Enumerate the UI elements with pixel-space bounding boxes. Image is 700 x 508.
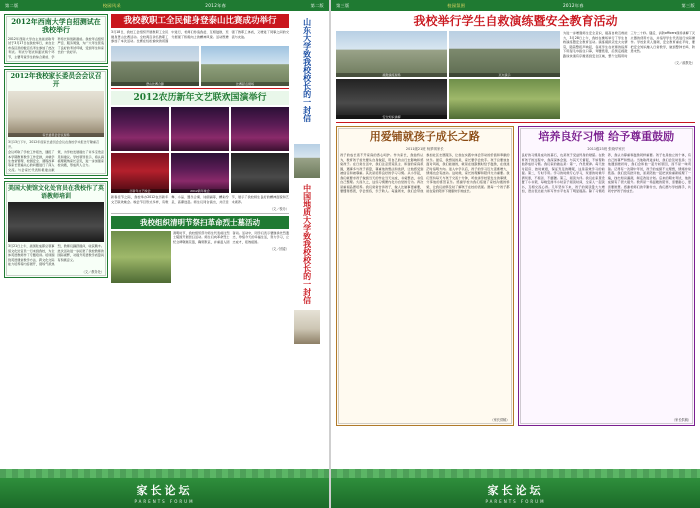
photo-gala-2 [171, 107, 229, 151]
photo-row-taishan [111, 46, 289, 86]
right-header-center: 校园氛围 [447, 2, 466, 8]
vertical-notice-geology: 中国地质大学致我校校长的一封信 [302, 184, 313, 304]
headline: 2012年我校家长委员会会议召开 [10, 72, 102, 89]
photo-drill-3 [336, 79, 447, 119]
left-page [0, 0, 331, 508]
article-good-habits-respect [518, 126, 695, 426]
article-home-school-committee [4, 69, 108, 176]
divider [4, 178, 108, 179]
divider [111, 88, 289, 89]
article-us-embassy-visit [4, 181, 108, 277]
article-dateline: 3月13日下午，2012年度家长委员会会议在我校学术报告厅隆重召开。 [8, 140, 100, 150]
headline: 2012农历新年文艺联欢国演举行 [111, 91, 289, 106]
divider [111, 213, 289, 214]
article-safety-drill [331, 11, 700, 119]
photo-caption: 疏散演练现场 [336, 73, 447, 77]
right-page [331, 0, 700, 508]
photo-row-gala-top [111, 107, 289, 151]
article-body: 会议听取了学校工作报告，通报了本学期教育教学工作安排，并就学生食堂管理、校园安全、课程改革等家长普遍关心的问题进行了深入交流。与会家长代表积极建言献策，为学校发展提出了许多宝贵意见和建议。学校领导表示，将认真梳理吸纳家长意见，进一步加强家校沟通，形成育人合力。 [8, 150, 104, 172]
divider [4, 66, 108, 67]
article-body: 孩子的成长离不开家庭的悉心呵护。作为家长，我始终认为，教育孩子首先要从自身做起，用自己的言行去影响和感染孩子。在日常生活中，我们注意营造民主、和谐的家庭氛围，遇事多与孩子商量，尊重他的想法和选择，让他感受到被信任和被尊重。其次是培养良好的学习习惯。从小学起，我们就要求孩子做到当天的作业当天完成，书桌整洁，书包自己整理。久而久之，这些习惯便内化为自觉的行为。再次是重视品德培养。我们常常告诉孩子，做人比做事更重要，要懂得感恩，学会宽容，乐于助人。每逢周末，我们会带他参加社区志愿服务，让他在实践中体会劳动的价值和奉献的快乐。最后，我想说的是，家长要学会放手。孩子总要独自面对风雨，我们能做的，就是在他跌倒时给予鼓励，在他迷茫时指明方向。进入中学以后，孩子的学习压力逐渐增大，情绪也会有波动。这时候，家长的理解和陪伴尤为重要。我们坚持每天与孩子交流十分钟，听他讲学校里发生的事情，分享他的喜怒哀乐。感谢学校为我们搭建了家校沟通的桥梁，让我们能够及时了解孩子在校的表现。愿每一个孩子都能在爱的陪伴下健康快乐地成长。 [340, 153, 510, 194]
headline: 培养良好习惯 给予尊重鼓励 [538, 130, 675, 144]
left-footer-masthead [0, 478, 329, 508]
article-signature: （文／校办） [269, 207, 289, 212]
photo-caption: 灭火演示 [449, 73, 560, 77]
left-column-2 [111, 14, 289, 476]
article-parenting-growth-road [336, 126, 513, 426]
photo-drill-2 [449, 31, 560, 77]
photo-drill-1 [336, 31, 447, 77]
article-body: 新春佳节之际，我校举办2012农历新年文艺联欢晚会。晚会节目形式多样，有歌舞、小品、器乐合奏、诗朗诵等，精彩纷呈，高潮迭起。师生们同台演出，共庆佳节，展示了我校师生良好的精神面貌和艺术素养。 [111, 195, 289, 204]
footer-title-en: PARENTS FORUM [485, 499, 546, 504]
left-vertical-strip-column [292, 14, 322, 476]
photo-caption: 家长委员会会议现场 [8, 133, 104, 137]
article-xinan-university [4, 14, 108, 64]
right-header-left: 第三版 [336, 2, 350, 8]
headline: 我校组织清明节祭扫革命烈士墓活动 [111, 216, 289, 229]
vertical-notice-shandong: 山东大学致我校校长的一封信 [302, 18, 313, 122]
article-signature: （文／教务处） [81, 269, 104, 274]
photo-drill-4 [449, 79, 560, 119]
photo-row-gala-bottom [111, 153, 289, 193]
left-column-1 [4, 14, 108, 476]
left-header-date: 2012年春 [205, 2, 227, 8]
photo-caption: 比赛起点现场 [201, 82, 289, 86]
right-header-pageno: 第三版 [681, 2, 695, 8]
photo-caption: 2012新年晚会 [171, 189, 229, 193]
article-body: 为进一步增强师生安全意识，提高自救互救能力，3月28日上午，我校在操场举行了学生自救演练暨安全教育活动。演练模拟突发火灾情景，随着警报声响起，各班学生在老师的指挥下用湿毛巾捂住口鼻，弯腰低姿，沿预定疏散路线快速有序撤离到安全区域，整个过程用时三分二十秒。随后，消防officers现场讲解了灭火器的使用方法，并指导学生代表进行实际操作。学校负责人强调，安全教育重在平时，要把安全知识融入日常教学，做到警钟长鸣、防患未然。 [563, 31, 695, 58]
article-signature: （家长供稿） [490, 418, 510, 423]
headline: 我校教职工全民健身登泰山比赛成功举行 [111, 14, 289, 28]
left-header-left: 第二版 [5, 2, 19, 8]
photo-row-drill-top [336, 31, 560, 77]
right-footer-masthead [331, 478, 700, 508]
divider [336, 122, 695, 123]
article-signature: （文／政教处） [672, 61, 695, 66]
article-qingming-tomb-sweeping [111, 216, 289, 283]
headline: 美国大使馆文化处官员在我校作了英语教师培训 [8, 185, 105, 200]
headline: 用爱铺就孩子成长之路 [369, 130, 480, 144]
photo-gala-1 [111, 107, 169, 151]
photo-caption: 历新年文艺晚会 [111, 189, 169, 193]
footer-title-cn: 家长论坛 [487, 484, 544, 497]
photo-row-drill-bottom [336, 79, 560, 119]
photo-tomb-sweeping [111, 231, 171, 283]
photo-gala-5 [171, 153, 229, 193]
right-footer-ornament [331, 469, 700, 478]
photo-english-training [8, 202, 104, 242]
photo-gala-6 [231, 153, 289, 193]
byline: 2011级23班 张晓华家长 [587, 147, 626, 152]
left-header-center: 校园风采 [102, 2, 121, 8]
footer-title-cn: 家长论坛 [136, 484, 193, 497]
right-page-header [331, 0, 700, 11]
article-new-year-gala [111, 91, 289, 212]
article-signature: （文／团委） [269, 247, 289, 252]
article-signature: （家长供稿） [671, 418, 691, 423]
parent-forum-features [331, 126, 700, 426]
article-body: 良好的习惯是成功的基石，也是孩子受益终身的财富。在教育孩子的过程中，我深深体会到，与其天天督促，不如帮助他养成好习惯。我们家的做法是：第一，作息规律。每天按时起床、按时就寝，保证充足的睡眠，这是高效学习的前提。第二，专时专用。学习的时候专心学习，玩耍的时候尽情玩耍，不拖沓、不磨蹭。第三，阅读为伴。我们在家里设置了小书架，每晚安排半小时亲子阅读时间，全家人一起读书，互相交流心得。几年坚持下来，孩子的阅读量大大增加，语言表达能力和写作水平也有了明显提高。除了习惯培养，我认为尊重和鼓励同样重要。孩子也是独立的个体，有自己的尊严和想法。当他取得进步时，我们会及时表扬；当他遇到挫折时，我们会和他一起分析原因，而不是一味责备。记得有一次期中考试，孩子的成绩不太理想，情绪非常低落。我们没有批评他，而是陪他一起把试卷重新梳理了一遍，找出知识漏洞，制定改进计划。后来的期末考试，他的成绩有了很大提升。教育是一场温暖的陪伴，需要耐心，更需要智慧。感谢老师们的辛勤付出，我们愿与学校携手，共同守护孩子的成长。 [521, 153, 691, 194]
photo-climb-start [201, 46, 289, 86]
photo-gala-3 [231, 107, 289, 151]
article-body: 2012年西南大学自主选拔录取考试于3月17日在我校举行，来自全市各区县的数百名考生参加了此次考试。考试分笔试和面试两个环节，主要考查学生的综合素质、学科特长和创新潜质。我校考点组织严密、服务周到，为广大考生营造了良好的考试环境，受到考生和家长的一致好评。 [8, 36, 104, 59]
headline: 我校举行学生自救演练暨安全教育活动 [413, 14, 618, 28]
article-body: 清明时节，我校组织部分师生代表前往烈士陵园开展祭扫活动。师生们向革命烈士纪念碑敬献花篮，鞠躬默哀，并重温入团誓词。活动中，同学们表示要继承先烈遗志，珍惜今天的幸福生活，努力学习，立志成才，报效祖国。 [173, 231, 289, 244]
photo-committee-meeting [8, 91, 104, 137]
article-body: 3月18日，我校工会组织开展教职工全民健身登山比赛活动。全校两百余名教职工参加了本次活动。比赛在轻松愉快的氛围中进行，老师们你追我赶、互相鼓励，充分展现了积极向上的精神风貌。活动既增强了教职工体质，又增进了同事之间的交流与友谊。 [111, 30, 289, 44]
photo-caption: 登山比赛合影 [111, 82, 199, 86]
photo-climb-group [111, 46, 199, 86]
left-footer-ornament [0, 469, 329, 478]
footer-title-en: PARENTS FORUM [134, 499, 195, 504]
article-body: 3月21日上午，美国驻成都总领事馆文化处官员一行来到我校，为全体英语教师作了专题培训。培训围绕英语课堂教学方法、跨文化交际能力培养等内容展开，现场气氛热烈，教师们踊跃提问，收获颇丰。此次活动进一步拓宽了我校教师的国际视野，对提升英语教学质量具有积极意义。 [8, 244, 104, 267]
byline: 2011级21班 杨梦琪家长 [405, 147, 444, 152]
headline: 2012年西南大学自招测试在我校举行 [11, 17, 101, 35]
photo-letter-1 [294, 144, 320, 178]
photo-caption: 安全知识讲解 [336, 115, 447, 119]
right-header-date: 2012年春 [562, 2, 584, 8]
photo-letter-2 [294, 310, 320, 344]
left-page-header [0, 0, 329, 11]
article-staff-fitness-taishan [111, 14, 289, 86]
photo-gala-4 [111, 153, 169, 193]
left-header-pageno: 第二版 [310, 2, 325, 8]
